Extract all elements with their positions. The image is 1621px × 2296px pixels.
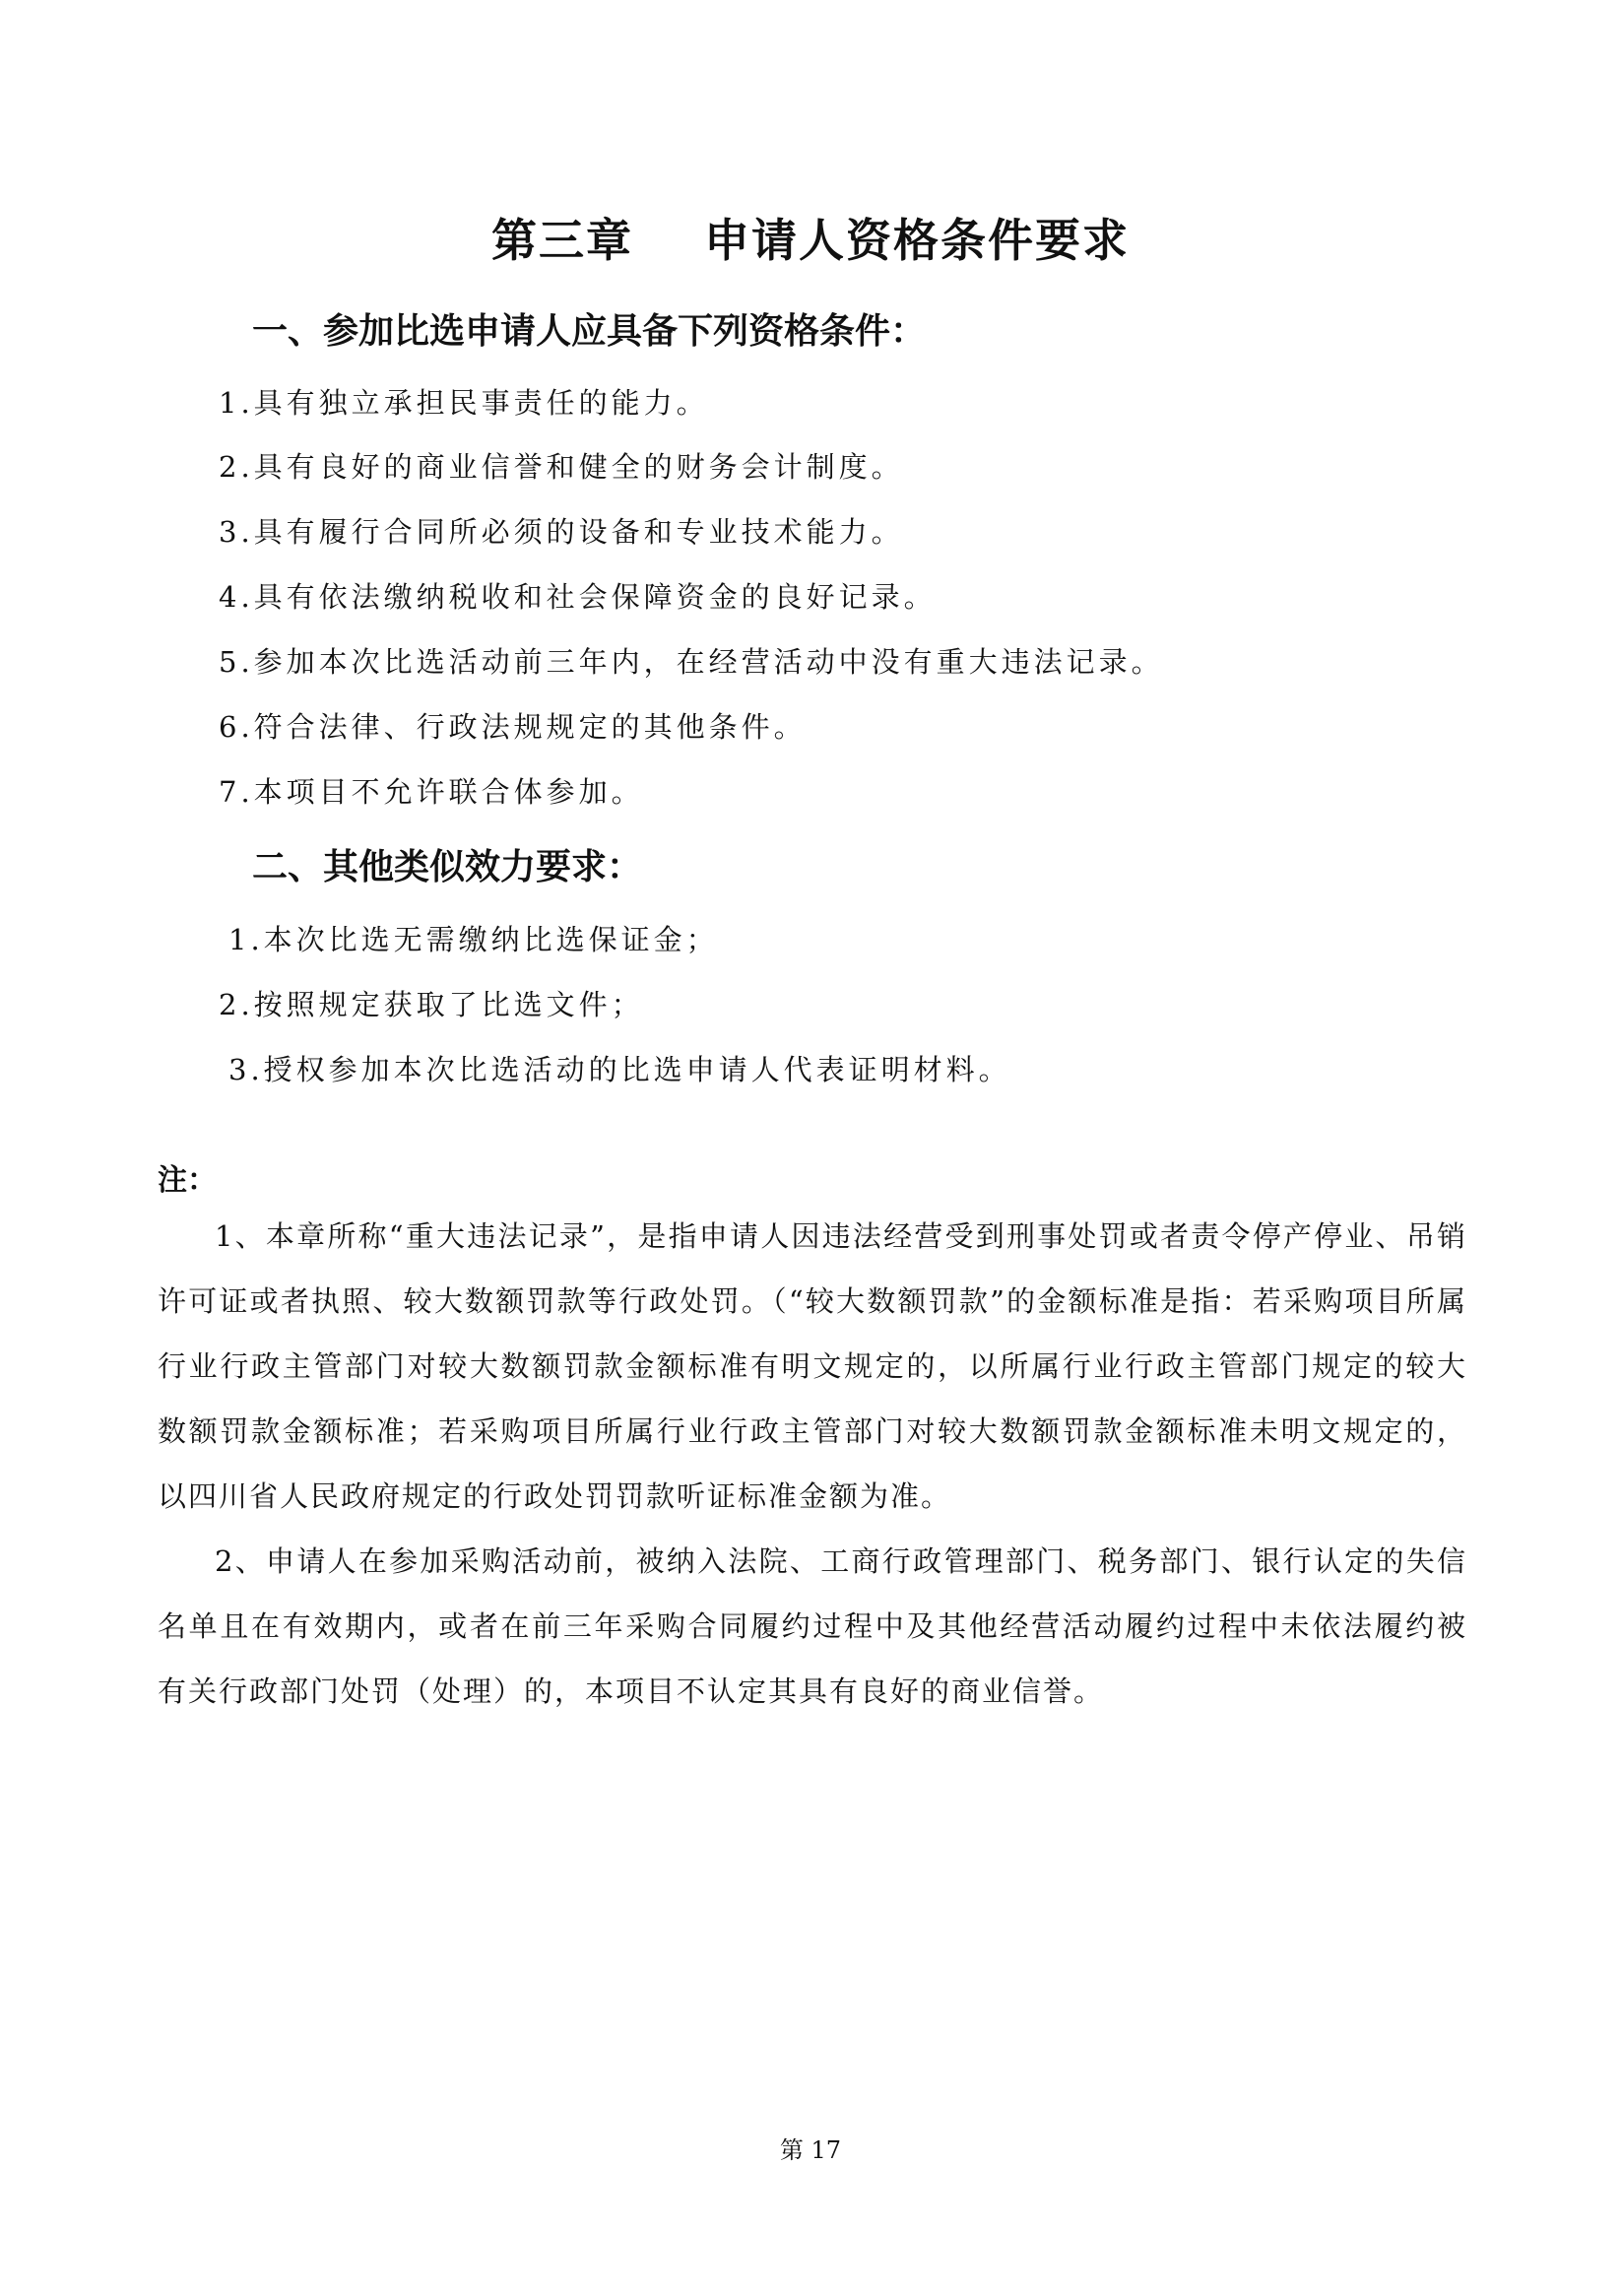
note-paragraph-2: 2、申请人在参加采购活动前，被纳入法院、工商行政管理部门、税务部门、银行认定的失信名单且在有效期内，或者在前三年采购合同履约过程中及其他经营活动履约过程中未依法履约被有关行政部门处罚（处理）的，本项目不认定其具有良好的商业信誉。 [158, 1544, 1467, 1708]
requirement-item: 1.本次比选无需缴纳比选保证金； [228, 923, 719, 956]
requirement-item: 3.授权参加本次比选活动的比选申请人代表证明材料。 [228, 1053, 1011, 1086]
qualification-item: 6.符合法律、行政法规规定的其他条件。 [219, 710, 807, 744]
section-1-heading-suffix: 应具备下列资格条件： [571, 310, 927, 352]
qualification-item: 7.本项目不允许联合体参加。 [219, 775, 644, 809]
requirement-item: 2.按照规定获取了比选文件； [219, 988, 644, 1021]
chapter-title: 第三章 申请人资格条件要求 [490, 214, 1131, 267]
section-1-heading-prefix: 一、参加 [252, 310, 395, 352]
section-2-heading: 二、其他类似效力要求： [252, 846, 643, 887]
note-paragraph-1: 1、本章所称“重大违法记录”，是指申请人因违法经营受到刑事处罚或者责令停产停业、吊销许可证或者执照、较大数额罚款等行政处罚。（“较大数额罚款”的金额标准是指：若采购项目所属行业行政主管部门对较大数额罚款金额标准有明文规定的，以所属行业行政主管部门规定的较大数额罚款金额标准；若采购项目所属行业行政主管部门对较大数额罚款金额标准未明文规定的，以四川省人民政府规定的行政处罚罚款听证标准金额为准。 [158, 1219, 1467, 1513]
qualification-item: 5.参加本次比选活动前三年内，在经营活动中没有重大违法记录。 [219, 645, 1164, 679]
qualification-item: 4.具有依法缴纳税收和社会保障资金的良好记录。 [219, 580, 937, 614]
qualification-item: 1.具有独立承担民事责任的能力。 [219, 386, 709, 420]
section-1-heading-bold: 比选申请人 [394, 311, 572, 352]
section-1-heading [252, 303, 926, 354]
notes-label: 注： [158, 1163, 217, 1198]
qualification-item: 2.具有良好的商业信誉和健全的财务会计制度。 [219, 450, 904, 484]
page-number: 第 17 [779, 2136, 842, 2164]
qualification-item: 3.具有履行合同所必须的设备和专业技术能力。 [219, 515, 904, 549]
